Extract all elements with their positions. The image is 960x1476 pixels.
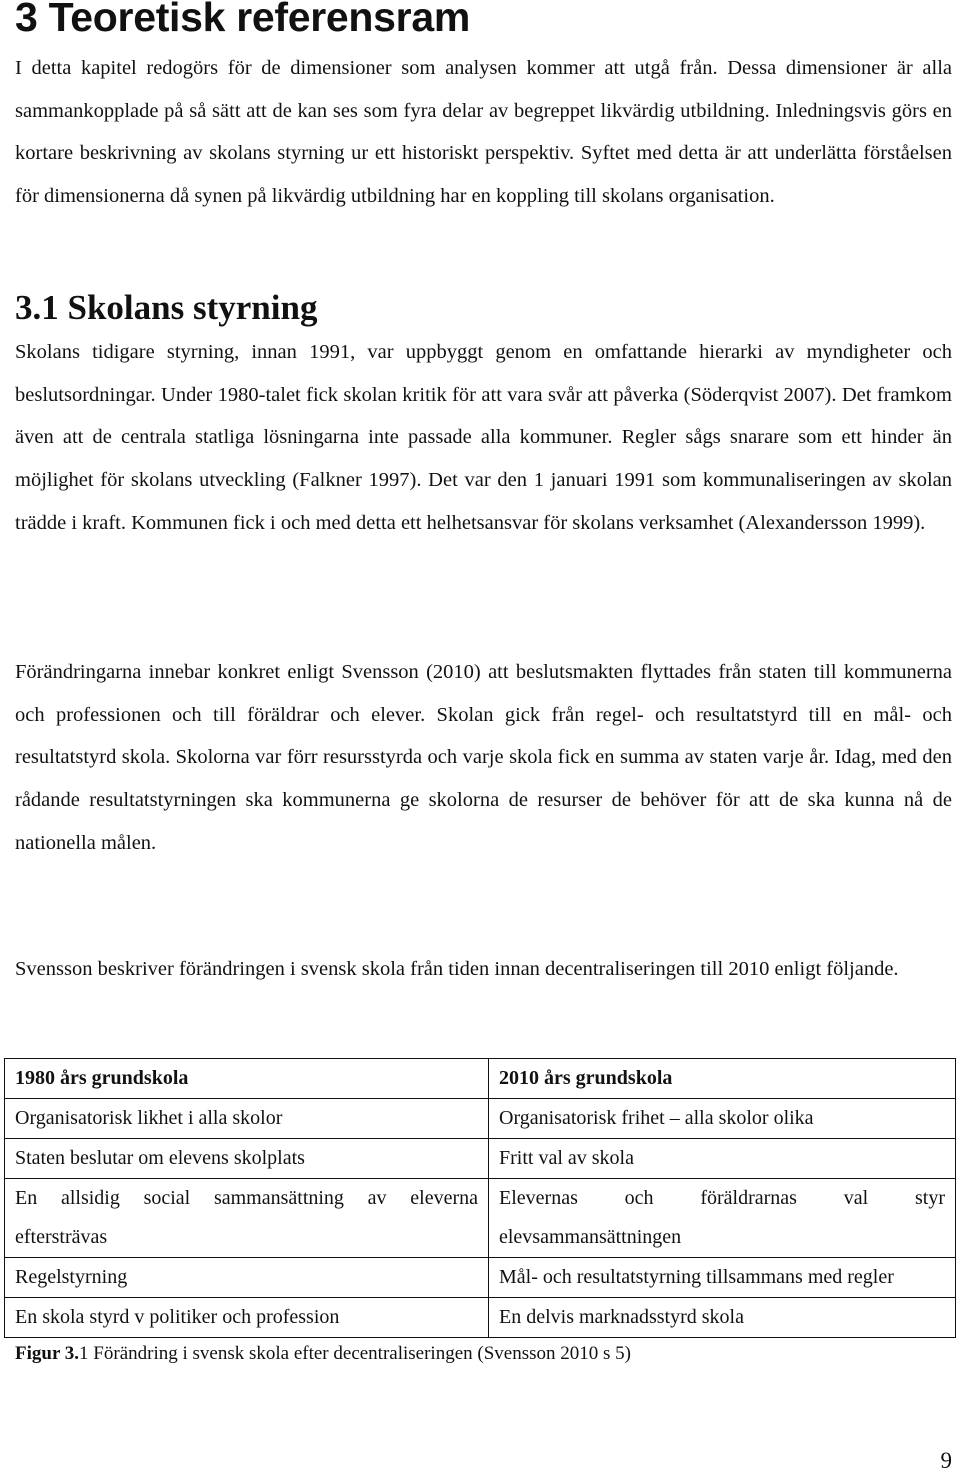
section-heading: 3.1 Skolans styrning [15,288,318,327]
figure-caption-text: 1 Förändring i svensk skola efter decentraliseringen (Svensson 2010 s 5) [79,1343,631,1364]
table-cell: En delvis marknadsstyrd skola [489,1298,956,1338]
table-cell: Staten beslutar om elevens skolplats [5,1139,489,1179]
figure-label: Figur 3. [15,1343,80,1364]
table-row [5,1179,956,1258]
table-row [5,1298,956,1338]
table-row [5,1099,956,1139]
table-cell: Organisatorisk frihet – alla skolor olika [489,1099,956,1139]
body-paragraph: Svensson beskriver förändringen i svensk skola från tiden innan decentraliseringen till 2010 enligt följande. [15,958,899,980]
chapter-title: 3 Teoretisk referensram [15,0,470,40]
body-paragraph: Skolans tidigare styrning, innan 1991, var uppbyggt genom en omfattande hierarki av myndigheter och beslutsordningar. Under 1980-talet fick skolan kritik för att vara svår att påverka (Söderqvist 2007). Det framkom även att de centrala statliga lösningarna inte passade alla kommuner. Regler sågs snarare som ett hinder än möjlighet för skolans utveckling (Falkner 1997). Det var den 1 januari 1991 som kommunaliseringen av skolan trädde i kraft. Kommunen fick i och med detta ett helhetsansvar för skolans verksamhet (Alexandersson 1999). [15,341,952,534]
table-cell: En skola styrd v politiker och profession [5,1298,489,1338]
table-cell: Fritt val av skola [489,1139,956,1179]
figure-caption [15,1343,631,1365]
table-row [5,1258,956,1298]
table-cell: Mål- och resultatstyrning tillsammans med regler [489,1258,956,1298]
intro-paragraph: I detta kapitel redogörs för de dimensioner som analysen kommer att utgå från. Dessa dimensioner är alla sammankopplade på så sätt att de kan ses som fyra delar av begreppet likvärdig utbildning. Inledningsvis görs en kortare beskrivning av skolans styrning ur ett historiskt perspektiv. Syftet med detta är att underlätta förståelsen för dimensionerna då synen på likvärdig utbildning har en koppling till skolans organisation. [15,57,952,208]
table-cell: Organisatorisk likhet i alla skolor [5,1099,489,1139]
table-cell: En allsidig social sammansättning av eleverna eftersträvas [5,1179,489,1258]
body-paragraph: Förändringarna innebar konkret enligt Svensson (2010) att beslutsmakten flyttades från staten till kommunerna och professionen och till föräldrar och elever. Skolan gick från regel- och resultatstyrd till en mål- och resultatstyrd skola. Skolorna var förr resursstyrda och varje skola fick en summa av staten varje år. Idag, med den rådande resultatstyrningen ska kommunerna ge skolorna de resurser de behöver för att de ska kunna nå de nationella målen. [15,661,952,854]
table-cell: Regelstyrning [5,1258,489,1298]
comparison-table [4,1058,956,1338]
table-header-cell: 1980 års grundskola [5,1059,489,1099]
table-header-cell: 2010 års grundskola [489,1059,956,1099]
page-number: 9 [940,1448,952,1473]
table-header-row [5,1059,956,1099]
table-cell: Elevernas och föräldrarnas val styr elevsammansättningen [489,1179,956,1258]
table-row [5,1139,956,1179]
